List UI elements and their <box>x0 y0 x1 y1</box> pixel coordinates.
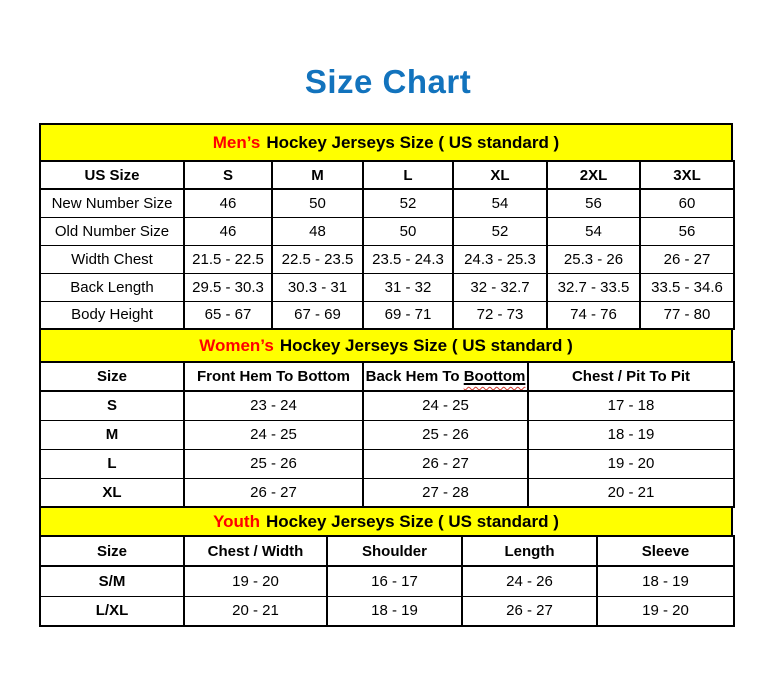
youth-section-heading <box>39 506 733 537</box>
column-header: Size <box>40 536 184 566</box>
value-cell: 26 - 27 <box>363 449 528 478</box>
row-label: XL <box>40 478 184 507</box>
value-cell: 69 - 71 <box>363 301 453 329</box>
table-row <box>40 245 734 273</box>
table-row <box>40 420 734 449</box>
womens-section-heading <box>39 328 733 363</box>
value-cell: 74 - 76 <box>547 301 640 329</box>
page-title: Size Chart <box>304 63 472 100</box>
value-cell: 25 - 26 <box>184 449 363 478</box>
value-cell: 26 - 27 <box>640 245 734 273</box>
row-label: L/XL <box>40 596 184 626</box>
column-header: Chest / Width <box>184 536 327 566</box>
size-chart-tables <box>39 123 733 627</box>
youth-heading-text: Hockey Jerseys Size ( US standard ) <box>265 511 559 531</box>
youth-size-table <box>39 535 735 627</box>
value-cell: 19 - 20 <box>597 596 734 626</box>
value-cell: 17 - 18 <box>528 391 734 420</box>
value-cell: 26 - 27 <box>184 478 363 507</box>
table-row <box>40 189 734 217</box>
value-cell: 18 - 19 <box>597 566 734 596</box>
column-header: XL <box>453 161 547 189</box>
value-cell: 32 - 32.7 <box>453 273 547 301</box>
table-row <box>40 391 734 420</box>
value-cell: 65 - 67 <box>184 301 272 329</box>
column-header: 3XL <box>640 161 734 189</box>
value-cell: 54 <box>547 217 640 245</box>
value-cell: 77 - 80 <box>640 301 734 329</box>
row-label: S <box>40 391 184 420</box>
value-cell: 60 <box>640 189 734 217</box>
row-label: Body Height <box>40 301 184 329</box>
row-label: Back Length <box>40 273 184 301</box>
value-cell: 24.3 - 25.3 <box>453 245 547 273</box>
row-label: M <box>40 420 184 449</box>
column-header: M <box>272 161 363 189</box>
row-label: Old Number Size <box>40 217 184 245</box>
value-cell: 20 - 21 <box>184 596 327 626</box>
row-label: S/M <box>40 566 184 596</box>
value-cell: 29.5 - 30.3 <box>184 273 272 301</box>
womens-size-table <box>39 361 735 508</box>
row-label: Width Chest <box>40 245 184 273</box>
value-cell: 20 - 21 <box>528 478 734 507</box>
table-row <box>40 566 734 596</box>
value-cell: 21.5 - 22.5 <box>184 245 272 273</box>
mens-size-table <box>39 160 735 330</box>
value-cell: 56 <box>640 217 734 245</box>
value-cell: 52 <box>363 189 453 217</box>
column-header: 2XL <box>547 161 640 189</box>
misspelled-word: Boottom <box>463 368 526 385</box>
value-cell: 19 - 20 <box>528 449 734 478</box>
value-cell: 30.3 - 31 <box>272 273 363 301</box>
value-cell: 18 - 19 <box>528 420 734 449</box>
value-cell: 18 - 19 <box>327 596 462 626</box>
table-row <box>40 596 734 626</box>
value-cell: 72 - 73 <box>453 301 547 329</box>
value-cell: 24 - 26 <box>462 566 597 596</box>
row-label: New Number Size <box>40 189 184 217</box>
value-cell: 33.5 - 34.6 <box>640 273 734 301</box>
value-cell: 50 <box>363 217 453 245</box>
mens-header-row <box>40 161 734 189</box>
value-cell: 16 - 17 <box>327 566 462 596</box>
column-header: Size <box>40 362 184 391</box>
value-cell: 22.5 - 23.5 <box>272 245 363 273</box>
row-label: L <box>40 449 184 478</box>
value-cell: 54 <box>453 189 547 217</box>
value-cell: 25.3 - 26 <box>547 245 640 273</box>
value-cell: 25 - 26 <box>363 420 528 449</box>
value-cell: 24 - 25 <box>363 391 528 420</box>
value-cell: 67 - 69 <box>272 301 363 329</box>
table-row <box>40 217 734 245</box>
value-cell: 50 <box>272 189 363 217</box>
table-row <box>40 273 734 301</box>
column-header: Sleeve <box>597 536 734 566</box>
table-row <box>40 478 734 507</box>
value-cell: 56 <box>547 189 640 217</box>
womens-header-row <box>40 362 734 391</box>
value-cell: 26 - 27 <box>462 596 597 626</box>
value-cell: 23.5 - 24.3 <box>363 245 453 273</box>
table-row <box>40 301 734 329</box>
column-header: Chest / Pit To Pit <box>528 362 734 391</box>
value-cell: 19 - 20 <box>184 566 327 596</box>
value-cell: 52 <box>453 217 547 245</box>
value-cell: 24 - 25 <box>184 420 363 449</box>
column-header: Length <box>462 536 597 566</box>
mens-heading-highlight: Men’s <box>212 132 261 152</box>
value-cell: 27 - 28 <box>363 478 528 507</box>
youth-heading-highlight: Youth <box>213 511 260 531</box>
value-cell: 48 <box>272 217 363 245</box>
value-cell: 31 - 32 <box>363 273 453 301</box>
mens-heading-text: Hockey Jerseys Size ( US standard ) <box>266 132 560 152</box>
value-cell: 23 - 24 <box>184 391 363 420</box>
womens-heading-text: Hockey Jerseys Size ( US standard ) <box>279 335 573 355</box>
youth-header-row <box>40 536 734 566</box>
column-header: Back Hem To Boottom <box>363 362 528 391</box>
column-header: US Size <box>40 161 184 189</box>
value-cell: 32.7 - 33.5 <box>547 273 640 301</box>
value-cell: 46 <box>184 189 272 217</box>
value-cell: 46 <box>184 217 272 245</box>
womens-heading-highlight: Women’s <box>199 335 274 355</box>
column-header: Shoulder <box>327 536 462 566</box>
column-header: Front Hem To Bottom <box>184 362 363 391</box>
column-header: L <box>363 161 453 189</box>
table-row <box>40 449 734 478</box>
mens-section-heading <box>39 123 733 162</box>
column-header: S <box>184 161 272 189</box>
